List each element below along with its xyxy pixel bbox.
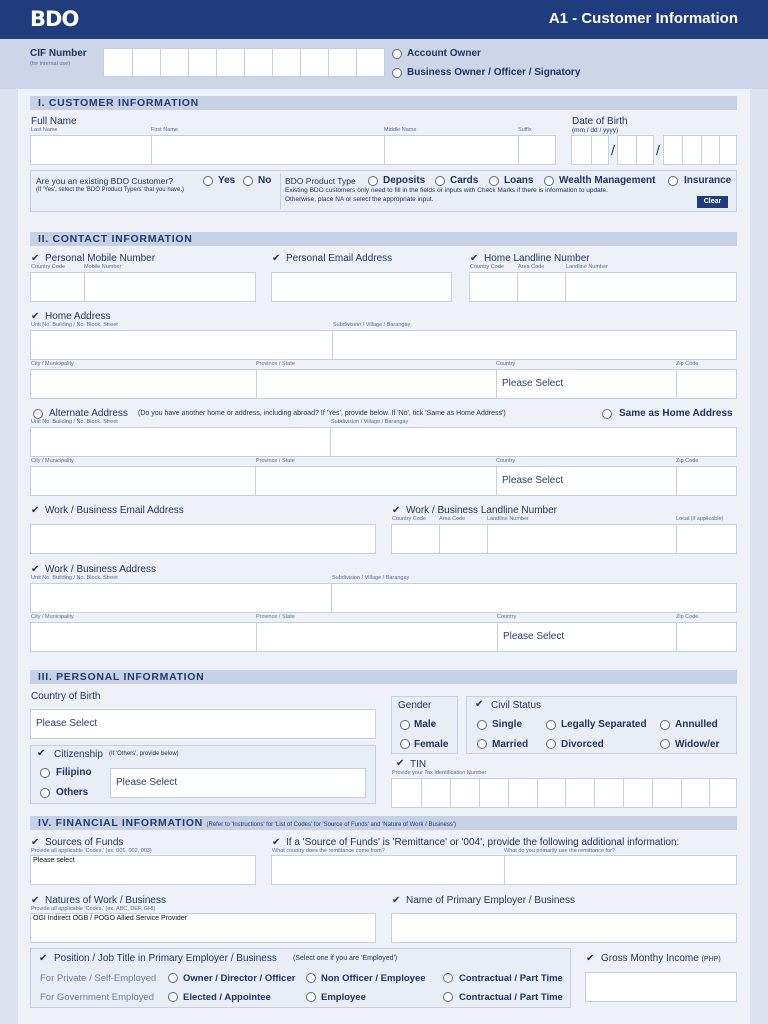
clear-button[interactable]: Clear — [697, 196, 728, 208]
private-label: For Private / Self-Employed — [40, 973, 157, 984]
province-label: Province / State — [256, 614, 295, 620]
alternate-address-label: Alternate Address — [49, 408, 128, 419]
non-officer-label: Non Officer / Employee — [321, 973, 426, 984]
sources-label: Sources of Funds — [45, 837, 124, 848]
work-landline-input[interactable] — [391, 524, 737, 554]
section-financial-info — [30, 816, 737, 830]
natures-value: OGI Indirect OGB / POGO Allied Service Provider — [33, 915, 188, 922]
landline-number-label: Landline Number — [487, 516, 529, 522]
natures-label: Natures of Work / Business — [45, 895, 166, 906]
checkmark-icon: ✔ — [272, 253, 281, 264]
unit-label: Unit No. Building / No. Block. Street — [31, 419, 118, 425]
tin-note: Provide your Tax Identification Number — [392, 770, 487, 776]
country-label: Country — [497, 614, 517, 620]
contractual-private-radio[interactable] — [443, 973, 453, 983]
landline-number-label: Landline Number — [566, 264, 608, 270]
middle-name-label: Middle Name — [384, 127, 417, 133]
same-as-home-radio[interactable] — [602, 409, 612, 419]
loans-radio[interactable] — [489, 176, 499, 186]
home-street-input[interactable] — [30, 330, 737, 360]
alt-city-input[interactable] — [30, 466, 737, 496]
unit-label: Unit No. Building / No. Block. Street — [31, 575, 118, 581]
alt-street-input[interactable] — [30, 427, 737, 457]
account-owner-label: Account Owner — [407, 48, 481, 59]
dob-label: Date of Birth — [572, 116, 628, 127]
existing-yes-radio[interactable] — [203, 176, 213, 186]
employer-input[interactable] — [391, 913, 737, 943]
alternate-address-note: (Do you have another home or address, including abroad? If 'Yes', provide below. If 'No', tick 'Same as Home Address') — [138, 410, 506, 417]
remittance-input[interactable] — [271, 855, 737, 885]
business-owner-label: Business Owner / Officer / Signatory — [407, 67, 581, 78]
employee-label: Employee — [321, 992, 366, 1003]
cards-label: Cards — [450, 175, 479, 186]
dob-year-input[interactable] — [663, 135, 737, 165]
sources-note: Provide all applicable 'Codes.' (ex. 001, 002, 003) — [31, 848, 152, 854]
existing-question: Are you an existing BDO Customer? — [36, 176, 174, 186]
remit-use-label: What do you primarily use the remittance for? — [504, 848, 615, 854]
civil-status-label: Civil Status — [491, 700, 542, 711]
local-label: Local (if applicable) — [676, 516, 724, 522]
married-radio[interactable] — [477, 739, 487, 749]
dob-slash: / — [611, 142, 615, 158]
city-label: City / Municipality — [31, 361, 74, 367]
na-note: Otherwise, place NA or select the appropriate input. — [285, 196, 434, 203]
email-input[interactable] — [271, 272, 452, 302]
work-street-input[interactable] — [30, 583, 737, 613]
checkmark-icon: ✔ — [31, 505, 40, 516]
elected-radio[interactable] — [168, 992, 178, 1002]
landline-input[interactable] — [469, 272, 737, 302]
tin-label: TIN — [410, 759, 427, 770]
single-label: Single — [492, 719, 523, 730]
country-birth-value: Please Select — [36, 718, 98, 729]
yes-label: Yes — [218, 175, 236, 186]
work-email-label: Work / Business Email Address — [45, 505, 184, 516]
married-label: Married — [492, 739, 529, 750]
citizenship-note: (If 'Others', provide below) — [109, 751, 179, 757]
owner-radio[interactable] — [168, 973, 178, 983]
cif-label: CIF Number — [30, 48, 87, 59]
insurance-label: Insurance — [684, 175, 732, 186]
section-financial-title: IV. FINANCIAL INFORMATION — [38, 817, 203, 829]
income-input[interactable] — [585, 972, 737, 1002]
remittance-label: If a 'Source of Funds' is 'Remittance' or '004', provide the following additional information: — [286, 837, 680, 848]
contractual-label: Contractual / Part Time — [459, 992, 563, 1003]
male-radio[interactable] — [400, 720, 410, 730]
divorced-radio[interactable] — [546, 739, 556, 749]
mobile-number-label: Mobile Number — [84, 264, 122, 270]
income-label — [601, 953, 721, 964]
position-label: Position / Job Title in Primary Employer / Business — [54, 953, 277, 964]
checkmark-icon: ✔ — [272, 837, 281, 848]
subdivision-label: Subdivision / Village / Barangay — [333, 322, 411, 328]
citizenship-label: Citizenship — [54, 749, 103, 760]
unit-label: Unit No. Building / No. Block. Street — [31, 322, 118, 328]
dob-month-input[interactable] — [571, 135, 609, 165]
checkmark-icon: ✔ — [470, 253, 479, 264]
zip-label: Zip Code — [676, 361, 699, 367]
annulled-radio[interactable] — [660, 720, 670, 730]
contractual-label: Contractual / Part Time — [459, 973, 563, 984]
dob-format: (mm / dd / yyyy) — [572, 127, 619, 134]
position-note: (Select one if you are 'Employed') — [293, 955, 398, 962]
legally-separated-radio[interactable] — [546, 720, 556, 730]
home-country-select[interactable]: Please Select — [502, 378, 564, 389]
divorced-label: Divorced — [561, 739, 604, 750]
email-label: Personal Email Address — [286, 253, 393, 264]
country-birth-label: Country of Birth — [31, 691, 101, 702]
natures-note: Provide all applicable 'Codes.' (ex. ABC, DEF, GHI) — [31, 906, 156, 912]
subdivision-label: Subdivision / Village / Barangay — [331, 419, 409, 425]
employer-label: Name of Primary Employer / Business — [406, 895, 575, 906]
area-code-label: Area Code — [518, 264, 545, 270]
sources-value: Please select — [33, 857, 75, 864]
mobile-input[interactable] — [30, 272, 256, 302]
widow-label: Widow/er — [675, 739, 720, 750]
home-city-input[interactable] — [30, 369, 737, 399]
cif-note: (for internal use) — [30, 61, 71, 67]
checkmark-icon: ✔ — [392, 505, 401, 516]
checkmark-icon: ✔ — [31, 253, 40, 264]
checkmark-icon: ✔ — [475, 699, 484, 710]
checkmark-icon: ✔ — [39, 953, 48, 964]
single-radio[interactable] — [477, 720, 487, 730]
owner-label: Owner / Director / Officer — [183, 973, 296, 984]
checkmark-icon: ✔ — [31, 837, 40, 848]
widow-radio[interactable] — [660, 739, 670, 749]
section-contact-info: II. CONTACT INFORMATION — [30, 232, 737, 246]
city-label: City / Municipality — [31, 614, 74, 620]
business-owner-radio[interactable] — [392, 68, 402, 78]
country-code-label: Country Code — [470, 264, 504, 270]
full-name-input[interactable] — [30, 135, 556, 165]
subdivision-label: Subdivision / Village / Barangay — [332, 575, 410, 581]
work-address-label: Work / Business Address — [45, 564, 156, 575]
existing-note: (If 'Yes', select the 'BDO Product Type/s' that you have.) — [36, 187, 184, 193]
suffix-label: Suffix — [518, 127, 532, 133]
work-country-select[interactable]: Please Select — [503, 631, 565, 642]
update-note: Existing BDO customers only need to fill in the fields or inputs with Check Marks if there is information to update. — [285, 187, 608, 194]
section-customer-info: I. CUSTOMER INFORMATION — [30, 96, 737, 110]
insurance-radio[interactable] — [668, 176, 678, 186]
existing-no-radio[interactable] — [243, 176, 253, 186]
checkmark-icon: ✔ — [392, 895, 401, 906]
province-label: Province / State — [256, 361, 295, 367]
zip-label: Zip Code — [676, 458, 699, 464]
mobile-label: Personal Mobile Number — [45, 253, 156, 264]
checkmark-icon: ✔ — [31, 895, 40, 906]
contractual-gov-radio[interactable] — [443, 992, 453, 1002]
alternate-address-radio[interactable] — [33, 409, 43, 419]
employee-radio[interactable] — [306, 992, 316, 1002]
alt-country-select[interactable]: Please Select — [502, 475, 564, 486]
work-city-input[interactable] — [30, 622, 737, 652]
no-label: No — [258, 175, 272, 186]
zip-label: Zip Code — [676, 614, 699, 620]
annulled-label: Annulled — [675, 719, 718, 730]
page-title: A1 - Customer Information — [548, 10, 738, 27]
same-as-home-label: Same as Home Address — [619, 408, 733, 419]
legally-separated-label: Legally Separated — [561, 719, 647, 730]
landline-label: Home Landline Number — [484, 253, 590, 264]
province-label: Province / State — [256, 458, 295, 464]
wealth-label: Wealth Management — [559, 175, 656, 186]
citizenship-value: Please Select — [116, 777, 178, 788]
checkmark-icon: ✔ — [586, 953, 595, 964]
section-financial-note: (Refer to 'Instructions' for 'List of Codes' for 'Source of Funds' and 'Nature of Work / Business') — [206, 822, 457, 828]
country-code-label: Country Code — [31, 264, 65, 270]
tin-input[interactable] — [391, 778, 737, 808]
female-label: Female — [414, 739, 449, 750]
country-label: Country — [496, 361, 516, 367]
others-label: Others — [56, 787, 89, 798]
gender-label: Gender — [398, 700, 432, 711]
home-address-label: Home Address — [45, 311, 111, 322]
bdo-logo: BDO — [30, 7, 79, 31]
female-radio[interactable] — [400, 739, 410, 749]
first-name-label: First Name — [151, 127, 178, 133]
country-code-label: Country Code — [392, 516, 426, 522]
checkmark-icon: ✔ — [37, 748, 46, 759]
remit-country-label: What country does the remittance come from? — [272, 848, 385, 854]
non-officer-radio[interactable] — [306, 973, 316, 983]
full-name-label: Full Name — [31, 116, 77, 127]
government-label: For Government Employed — [40, 992, 155, 1003]
account-owner-radio[interactable] — [392, 49, 402, 59]
male-label: Male — [414, 719, 437, 730]
filipino-label: Filipino — [56, 767, 92, 778]
checkmark-icon: ✔ — [31, 311, 40, 322]
last-name-label: Last Name — [31, 127, 58, 133]
loans-label: Loans — [504, 175, 534, 186]
area-code-label: Area Code — [439, 516, 466, 522]
wealth-radio[interactable] — [544, 176, 554, 186]
deposits-radio[interactable] — [368, 176, 378, 186]
city-label: City / Municipality — [31, 458, 74, 464]
income-text: Gross Monthy Income — [601, 953, 699, 964]
others-radio[interactable] — [40, 788, 50, 798]
income-unit: (PHP) — [701, 956, 721, 963]
checkmark-icon: ✔ — [396, 758, 405, 769]
work-landline-label: Work / Business Landline Number — [406, 505, 557, 516]
dob-slash: / — [656, 142, 660, 158]
dob-day-input[interactable] — [617, 135, 654, 165]
section-personal-info: III. PERSONAL INFORMATION — [30, 670, 737, 684]
cif-number-input[interactable] — [103, 48, 385, 77]
filipino-radio[interactable] — [40, 768, 50, 778]
deposits-label: Deposits — [383, 175, 426, 186]
checkmark-icon: ✔ — [31, 564, 40, 575]
cards-radio[interactable] — [435, 176, 445, 186]
product-type-label: BDO Product Type — [285, 176, 356, 186]
elected-label: Elected / Appointee — [183, 992, 271, 1003]
country-label: Country — [496, 458, 516, 464]
work-email-input[interactable] — [30, 524, 376, 554]
